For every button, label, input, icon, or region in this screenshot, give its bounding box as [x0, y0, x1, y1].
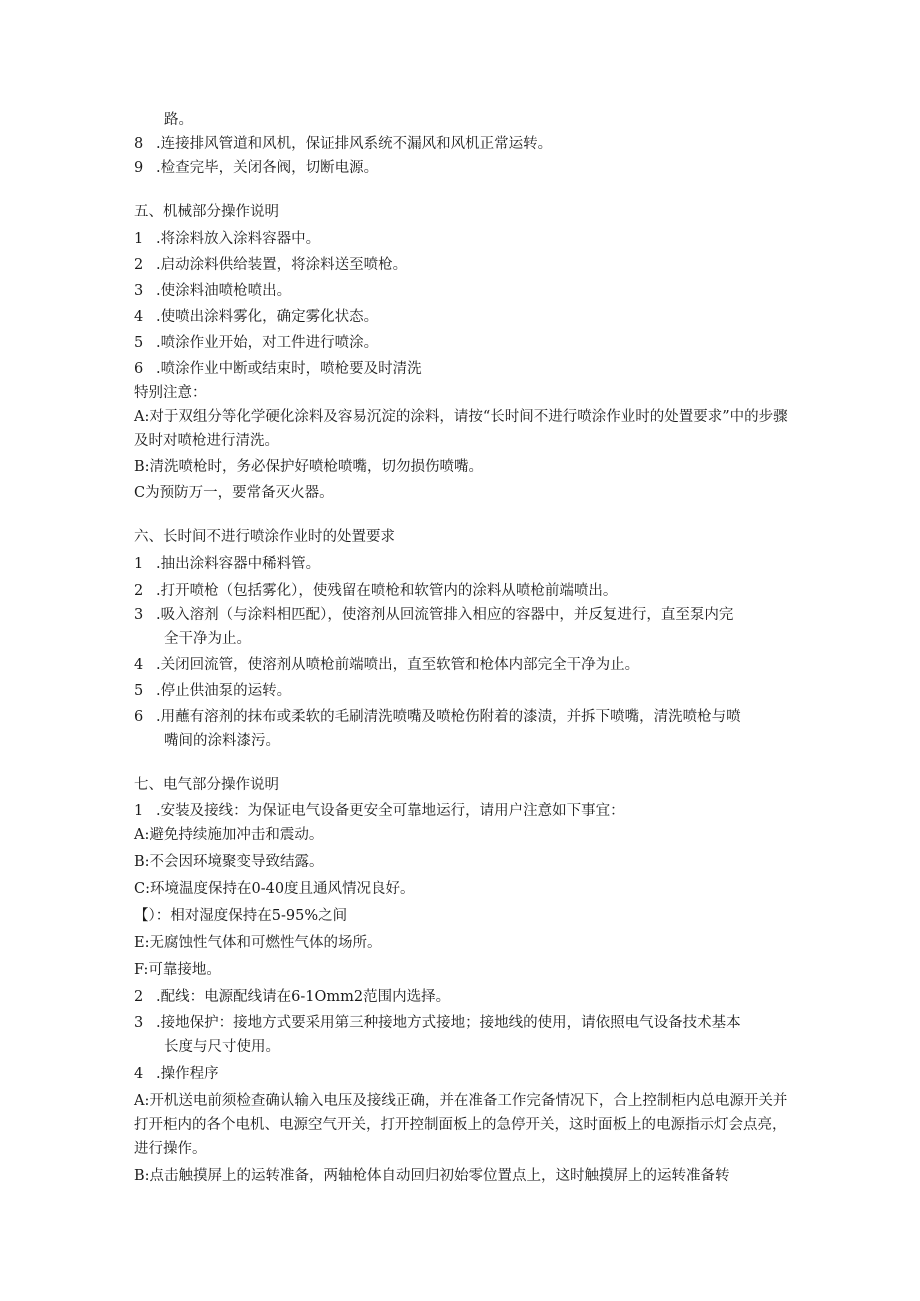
item-text: .停止供油泵的运转。 [156, 683, 292, 699]
list-item [134, 603, 790, 627]
list-item [134, 253, 790, 277]
item-text: .接地保护：接地方式要采用第三种接地方式接地；接地线的使用，请依照电气设备技术基本 [156, 1015, 741, 1031]
note-text: C为预防万一，要常备灭火器。 [134, 485, 334, 501]
item-text: .使涂料油喷枪喷出。 [156, 283, 292, 299]
item-continuation: 嘴间的涂料漆污。 [164, 733, 280, 749]
list-item [134, 579, 790, 603]
list-item [134, 799, 790, 823]
note-text: B:清洗喷枪时，务必保护好喷枪喷嘴，切勿损伤喷嘴。 [134, 459, 484, 475]
list-item [134, 156, 790, 180]
list-item [134, 305, 790, 329]
item-number: 4 [134, 309, 144, 325]
item-text: .用蘸有溶剂的抹布或柔软的毛刷清洗喷嘴及喷枪伤附着的漆渍，并拆下喷嘴，清洗喷枪与喷 [156, 709, 741, 725]
sub-item: A:避免持续施加冲击和震动。 [134, 827, 324, 843]
section-heading: 五、机械部分操作说明 [134, 204, 279, 220]
operation-step: A:开机送电前须检查确认输入电压及接线正确，并在准备工作完备情况下，合上控制柜内总电源开关并打开柜内的各个电机、电源空气开关，打开控制面板上的急停开关，这时面板上的电源指示灯会点亮，进行操作。 [134, 1093, 788, 1157]
list-item [134, 331, 790, 355]
list-item [134, 1011, 790, 1035]
sub-item: B:不会因环境聚变导致结露。 [134, 854, 324, 870]
note-text: A:对于双组分等化学硬化涂料及容易沉淀的涂料，请按“长时间不进行喷涂作业时的处置要求”中的步骤及时对喷枪进行清洗。 [134, 409, 788, 449]
operation-step: B:点击触摸屏上的运转准备，两轴枪体自动回归初始零位置点上，这时触摸屏上的运转准备转 [134, 1168, 730, 1184]
item-continuation: 长度与尺寸使用。 [164, 1039, 280, 1055]
item-text: .连接排风管道和风机，保证排风系统不漏风和风机正常运转。 [156, 136, 553, 152]
item-text: .安装及接线：为保证电气设备更安全可靠地运行，请用户注意如下事宜： [156, 803, 625, 819]
item-number: 1 [134, 231, 144, 247]
item-text: .打开喷枪（包括雾化），使残留在喷枪和软管内的涂料从喷枪前端喷出。 [156, 583, 618, 599]
list-item [134, 1062, 790, 1086]
list-item [134, 679, 790, 703]
item-number: 3 [134, 607, 144, 623]
item-number: 3 [134, 283, 144, 299]
document-page [134, 108, 790, 1188]
continued-text: 路。 [164, 112, 193, 128]
item-text: .抽出涂料容器中稀料管。 [156, 556, 321, 572]
item-continuation: 全干净为止。 [164, 631, 251, 647]
item-number: 1 [134, 803, 144, 819]
spacer [134, 753, 790, 773]
item-text: .喷涂作业中断或结束时，喷枪要及时清洗 [156, 361, 422, 377]
sub-item: E:无腐蚀性气体和可燃性气体的场所。 [134, 935, 382, 951]
sub-item: F:可靠接地。 [134, 962, 221, 978]
sub-item: C:环境温度保持在0-40度且通风情况良好。 [134, 881, 415, 897]
item-number: 5 [134, 683, 144, 699]
list-item [134, 985, 790, 1009]
item-text: .使喷出涂料雾化，确定雾化状态。 [156, 309, 379, 325]
item-text: .吸入溶剂（与涂料相匹配），使溶剂从回流管排入相应的容器中，并反复进行，直至泵内完 [156, 607, 734, 623]
item-number: 9 [134, 160, 144, 176]
item-text: .关闭回流管，使溶剂从喷枪前端喷出，直至软管和枪体内部完全干净为止。 [156, 657, 640, 673]
list-item [134, 552, 790, 576]
note-title: 特别注意： [134, 385, 207, 401]
list-item [134, 653, 790, 677]
item-number: 4 [134, 657, 144, 673]
item-number: 2 [134, 583, 144, 599]
item-number: 2 [134, 257, 144, 273]
sub-item: 【）：相对湿度保持在5-95%之间 [134, 908, 348, 924]
item-number: 3 [134, 1015, 144, 1031]
item-text: .操作程序 [156, 1066, 219, 1082]
spacer [134, 180, 790, 200]
section-heading: 六、长时间不进行喷涂作业时的处置要求 [134, 529, 395, 545]
item-number: 2 [134, 989, 144, 1005]
item-text: .将涂料放入涂料容器中。 [156, 231, 321, 247]
item-number: 8 [134, 136, 144, 152]
item-number: 6 [134, 361, 144, 377]
item-number: 6 [134, 709, 144, 725]
item-text: .检查完毕，关闭各阀，切断电源。 [156, 160, 379, 176]
item-number: 4 [134, 1066, 144, 1082]
list-item [134, 132, 790, 156]
list-item [134, 227, 790, 251]
item-text: .配线：电源配线请在6-1Omm2范围内选择。 [156, 989, 451, 1005]
list-item [134, 357, 790, 381]
item-number: 1 [134, 556, 144, 572]
list-item [134, 705, 790, 729]
item-text: .喷涂作业开始，对工件进行喷涂。 [156, 335, 379, 351]
item-text: .启动涂料供给装置，将涂料送至喷枪。 [156, 257, 408, 273]
spacer [134, 505, 790, 525]
list-item [134, 279, 790, 303]
item-number: 5 [134, 335, 144, 351]
section-heading: 七、电气部分操作说明 [134, 777, 279, 793]
